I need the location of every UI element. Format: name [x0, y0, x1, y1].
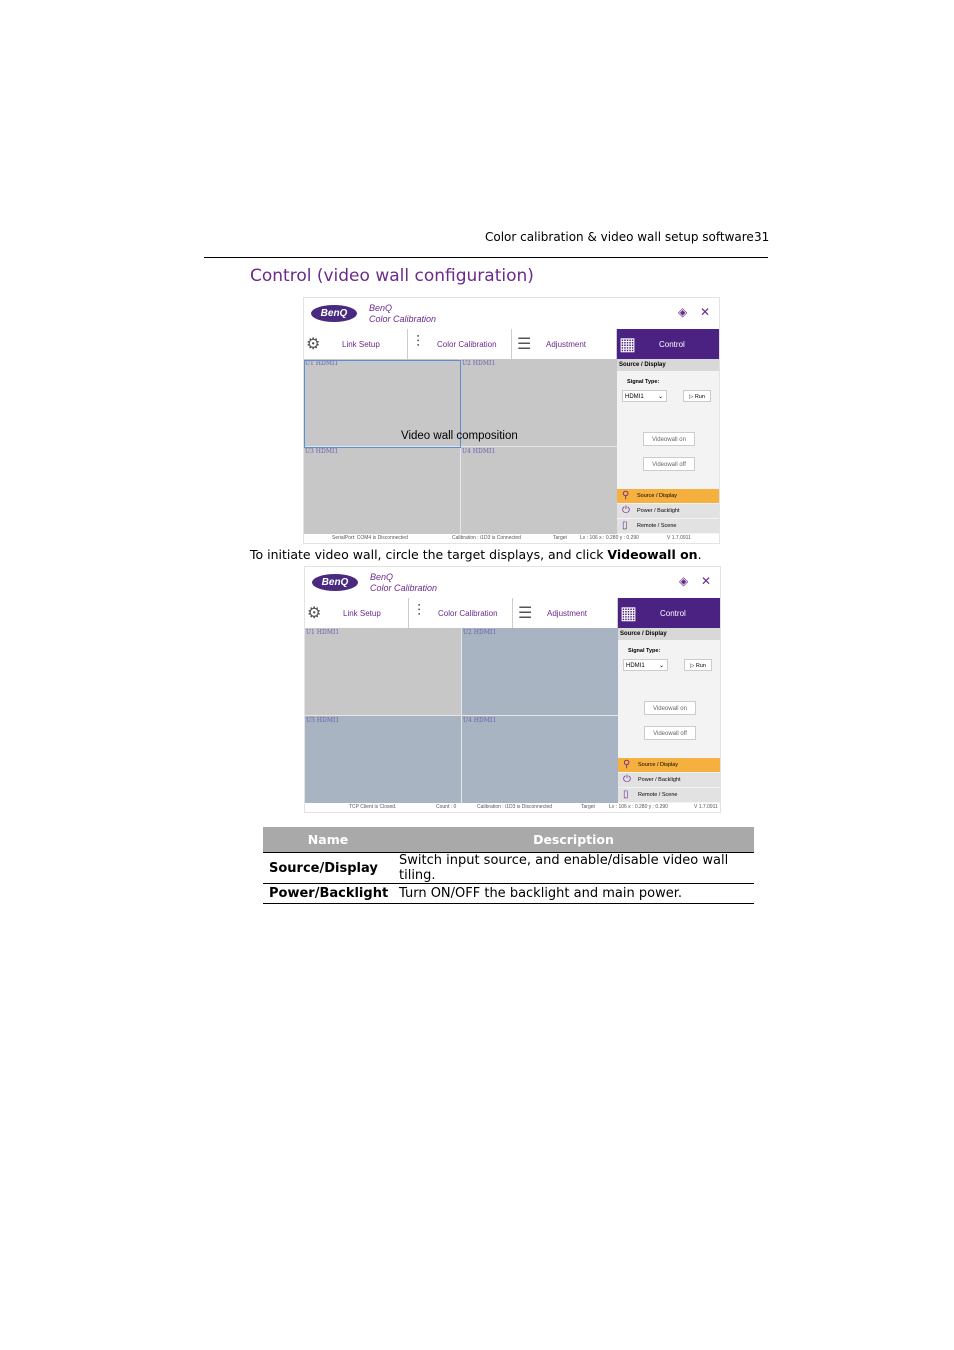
sliders-horizontal-icon: ☰ — [518, 605, 533, 622]
cell-label: U4 HDMI1 — [463, 717, 497, 724]
play-icon: ▷ — [690, 663, 695, 669]
tab-bar — [304, 329, 719, 359]
display-cell[interactable] — [304, 447, 460, 534]
status-readout: Lv : 106 x : 0.280 y : 0.290 — [609, 804, 668, 810]
tab-color-calibration[interactable] — [408, 329, 512, 359]
display-cell[interactable] — [305, 628, 461, 715]
status-tcp: TCP Client is Closed. — [349, 804, 397, 810]
tab-control[interactable] — [618, 598, 720, 628]
brand-name: BenQ — [370, 572, 394, 582]
grid-icon: ▦ — [619, 334, 637, 354]
sliders-vertical-icon: ⫶ — [416, 334, 421, 351]
signal-type-select[interactable] — [622, 390, 667, 402]
section-title: Control (video wall configuration) — [250, 266, 534, 286]
remote-icon: ▯ — [622, 520, 628, 531]
chevron-down-icon: ⌄ — [657, 394, 663, 400]
videowall-off-button[interactable]: Videowall off — [644, 726, 696, 740]
cell-label: U4 HDMI1 — [462, 448, 496, 455]
signal-value: HDMI1 — [626, 663, 645, 669]
header-rule — [204, 257, 768, 258]
grid-icon: ▦ — [620, 603, 638, 623]
row-name: Power/Backlight — [263, 884, 393, 904]
power-icon: ⏻ — [622, 505, 630, 516]
display-cell-selected[interactable] — [305, 716, 461, 803]
remote-icon: ▯ — [623, 789, 629, 800]
nav-power-backlight[interactable] — [617, 504, 719, 518]
intro-bold: Videowall on — [607, 547, 698, 562]
panel-header: Source / Display — [618, 628, 720, 640]
cell-label: U3 HDMI1 — [306, 717, 340, 724]
tab-adjustment[interactable] — [513, 598, 618, 628]
cell-label: U2 HDMI1 — [462, 360, 496, 367]
tab-label: Color Calibration — [438, 609, 498, 618]
close-icon[interactable]: ✕ — [700, 305, 711, 319]
settings-diamond-icon[interactable]: ◈ — [678, 305, 688, 319]
tab-label: Control — [659, 340, 685, 349]
column-header-name: Name — [263, 827, 393, 853]
videowall-on-button[interactable]: Videowall on — [643, 432, 695, 446]
tab-label: Adjustment — [546, 340, 587, 349]
tab-label: Link Setup — [342, 340, 380, 349]
panel-header: Source / Display — [617, 359, 719, 371]
app-name: Color Calibration — [369, 314, 437, 324]
status-version: V 1.7.0911 — [667, 535, 691, 541]
chevron-down-icon: ⌄ — [658, 663, 664, 669]
cell-label: U1 HDMI1 — [305, 360, 339, 367]
nav-label: Remote / Scene — [638, 792, 678, 798]
description-table — [263, 827, 754, 904]
nav-label: Power / Backlight — [637, 508, 680, 514]
status-target: Target — [553, 535, 567, 541]
row-description: Turn ON/OFF the backlight and main power. — [393, 884, 754, 904]
table-row — [263, 884, 754, 904]
nav-source-display[interactable] — [618, 758, 720, 772]
row-description: Switch input source, and enable/disable video wall tiling. — [393, 853, 754, 884]
sliders-horizontal-icon: ☰ — [517, 336, 532, 353]
power-icon: ⏻ — [623, 774, 631, 785]
page-number: 31 — [754, 230, 770, 244]
app-name: Color Calibration — [370, 583, 438, 593]
tab-label: Control — [660, 609, 686, 618]
nav-source-display[interactable] — [617, 489, 719, 503]
videowall-off-button[interactable]: Videowall off — [643, 457, 695, 471]
tab-link-setup[interactable] — [304, 329, 408, 359]
sliders-vertical-icon: ⫶ — [417, 603, 422, 620]
display-cell[interactable] — [461, 447, 617, 534]
table-row — [263, 853, 754, 884]
status-bar — [305, 803, 720, 812]
video-wall-grid[interactable] — [305, 628, 618, 803]
source-display-panel — [618, 628, 720, 803]
play-icon: ▷ — [689, 394, 694, 400]
display-cell-selected[interactable] — [462, 716, 618, 803]
nav-remote-scene[interactable] — [618, 788, 720, 802]
intro-text: To initiate video wall, circle the target displays, and click — [250, 547, 608, 562]
status-serial: SerialPort: COM4 is Disconnected — [332, 535, 408, 541]
videowall-on-button[interactable]: Videowall on — [644, 701, 696, 715]
app-window-2 — [304, 566, 721, 813]
close-icon[interactable]: ✕ — [701, 574, 712, 588]
gear-icon: ⚙ — [306, 336, 321, 353]
tab-color-calibration[interactable] — [409, 598, 513, 628]
cell-label: U1 HDMI1 — [306, 629, 340, 636]
run-label: Run — [695, 663, 706, 669]
gear-icon: ⚙ — [307, 605, 322, 622]
status-readout: Lv : 106 x : 0.280 y : 0.290 — [580, 535, 639, 541]
intro-paragraph — [250, 547, 702, 562]
brand-name: BenQ — [369, 303, 393, 313]
signal-type-select[interactable] — [623, 659, 668, 671]
display-cell-selected[interactable] — [462, 628, 618, 715]
status-calibration: Calibration : i1D3 is Connected — [452, 535, 521, 541]
tab-link-setup[interactable] — [305, 598, 409, 628]
tab-label: Adjustment — [547, 609, 588, 618]
link-icon: ⚲ — [622, 490, 630, 501]
nav-label: Remote / Scene — [637, 523, 677, 529]
link-icon: ⚲ — [623, 759, 631, 770]
benq-logo: BenQ — [311, 305, 357, 322]
tab-bar — [305, 598, 720, 628]
status-target: Target — [581, 804, 595, 810]
status-count: Count : 0 — [436, 804, 457, 810]
cell-label: U3 HDMI1 — [305, 448, 339, 455]
tab-label: Link Setup — [343, 609, 381, 618]
grid-divider — [305, 715, 618, 716]
video-wall-composition-label: Video wall composition — [401, 430, 518, 442]
nav-power-backlight[interactable] — [618, 773, 720, 787]
cell-label: U2 HDMI1 — [463, 629, 497, 636]
status-calibration: Calibration : i1D3 is Disconnected — [477, 804, 553, 810]
signal-type-label: Signal Type: — [628, 648, 661, 654]
run-button[interactable] — [683, 390, 711, 402]
video-wall-grid[interactable] — [304, 359, 617, 534]
source-display-panel — [617, 359, 719, 534]
intro-end: . — [697, 547, 702, 562]
column-header-description: Description — [393, 827, 754, 853]
nav-label: Source / Display — [638, 762, 679, 768]
title-bar — [304, 298, 719, 328]
run-label: Run — [694, 394, 705, 400]
nav-label: Source / Display — [637, 493, 678, 499]
status-version: V 1.7.0911 — [694, 804, 718, 810]
run-button[interactable] — [684, 659, 712, 671]
tab-control[interactable] — [617, 329, 719, 359]
nav-remote-scene[interactable] — [617, 519, 719, 533]
app-window-1 — [303, 297, 720, 544]
running-header: Color calibration & video wall setup software — [485, 230, 754, 244]
signal-value: HDMI1 — [625, 394, 644, 400]
settings-diamond-icon[interactable]: ◈ — [679, 574, 689, 588]
signal-type-label: Signal Type: — [627, 379, 660, 385]
tab-adjustment[interactable] — [512, 329, 617, 359]
row-name: Source/Display — [263, 853, 393, 884]
status-bar — [304, 534, 719, 543]
title-bar — [305, 567, 720, 597]
nav-label: Power / Backlight — [638, 777, 681, 783]
benq-logo: BenQ — [312, 574, 358, 591]
tab-label: Color Calibration — [437, 340, 497, 349]
